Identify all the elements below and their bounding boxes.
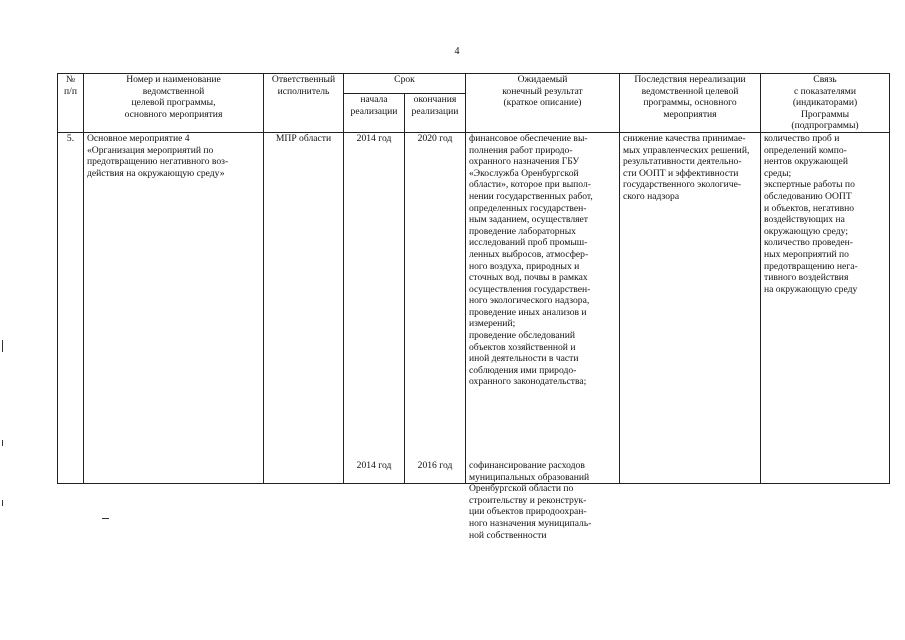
row-end-1: 2020 год xyxy=(417,132,453,144)
table-row xyxy=(58,132,890,483)
page-number: 4 xyxy=(454,46,460,57)
header-link: Связь с показателями (индикаторами) Программы (подпрограммы) xyxy=(761,74,890,133)
header-term: Срок xyxy=(344,74,466,94)
scan-mark xyxy=(102,518,109,519)
header-consequences: Последствия нереализации ведомственной целевой программы, основного мероприятия xyxy=(620,74,761,133)
row-end-cell xyxy=(405,132,466,483)
row-expected-cell xyxy=(466,132,620,541)
row-expected-1: финансовое обеспечение вы- полнения работ природо- охранного назначения ГБУ «Экослужба Оренбургской области», которое при выпол- нении государственных работ, определенных государствен- ным заданием, осуществляет проведение лабораторных исследований проб промыш- ленных выбросов, атмосфер- ного воздуха, природных и сточных вод, почвы в рамках осуществления государствен- ного экологического надзора, проведение иных анализов и измерений; проведение обследований объектов хозяйственной и иной деятельности в части соблюдения ими природо- охранного законодательства; xyxy=(469,132,593,388)
row-start-1: 2014 год xyxy=(356,132,392,144)
row-name: Основное мероприятие 4 «Организация мероприятий по предотвращению негативного воз- действия на окружающую среду» xyxy=(84,132,264,483)
row-start-cell xyxy=(344,132,405,483)
row-expected-2: софинансирование расходов муниципальных образований Оренбургской области по строительству и реконструк- ции объектов природоохран- ного назначения муниципаль- ной собственности xyxy=(469,459,592,541)
row-num: 5. xyxy=(58,132,84,483)
scan-mark xyxy=(2,440,3,446)
header-responsible: Ответственный исполнитель xyxy=(264,74,344,133)
program-table xyxy=(57,73,890,541)
header-num: № п/п xyxy=(58,74,84,133)
scan-mark xyxy=(2,340,3,352)
row-consequences: снижение качества принимае- мых управленческих решений, результативности деятельно- сти ООПТ и эффективности государственного экологиче- ского надзора xyxy=(620,132,761,483)
scan-mark xyxy=(2,500,3,506)
header-row xyxy=(58,74,890,94)
row-start-2: 2014 год xyxy=(356,459,392,471)
row-link: количество проб и определений компо- нентов окружающей среды; экспертные работы по обследованию ООПТ и объектов, негативно воздействующих на окружающую среду; количество проведен- ных мероприятий по предотвращению нега- тивного воздействия на окружающую среду xyxy=(761,132,890,483)
header-expected: Ожидаемый конечный результат (краткое описание) xyxy=(466,74,620,133)
header-name: Номер и наименование ведомственной целевой программы, основного мероприятия xyxy=(84,74,264,133)
header-start: начала реализации xyxy=(344,94,405,133)
row-responsible: МПР области xyxy=(264,132,344,483)
header-end: окончания реализации xyxy=(405,94,466,133)
row-end-2: 2016 год xyxy=(417,459,453,471)
